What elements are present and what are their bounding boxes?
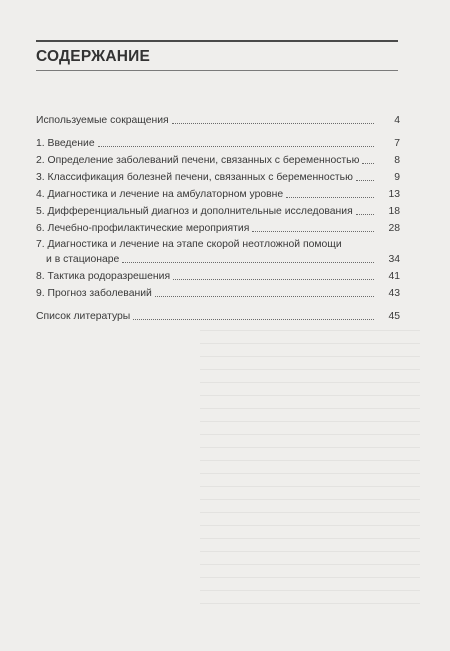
toc-entry-title: 3. Классификация болезней печени, связанных с беременностью [36, 172, 353, 183]
toc-entry-7 [36, 238, 400, 266]
dot-leader [252, 231, 374, 232]
dot-leader [362, 163, 374, 164]
toc-entry-8 [36, 266, 400, 283]
toc-entry-2 [36, 150, 400, 167]
toc-entry-page: 28 [388, 223, 400, 234]
toc-entry-title: 2. Определение заболеваний печени, связанных с беременностью [36, 155, 360, 166]
toc-entry-page: 45 [388, 311, 400, 322]
dot-leader [155, 296, 374, 297]
dot-leader [286, 197, 374, 198]
toc-entry-page: 4 [394, 115, 400, 126]
dot-leader [172, 123, 374, 124]
toc-entry-page: 8 [394, 155, 400, 166]
toc-entry-1 [36, 133, 400, 150]
toc-entry-title: 5. Дифференциальный диагноз и дополнительные исследования [36, 206, 353, 217]
dot-leader [133, 319, 374, 320]
toc-entry-6 [36, 218, 400, 235]
toc-entry-title: 1. Введение [36, 138, 95, 149]
contents-heading-block [36, 40, 398, 71]
toc-entry-title: 6. Лечебно-профилактические мероприятия [36, 223, 250, 234]
toc-entry-title-line2: и в стационаре [46, 254, 120, 265]
toc-entry-page: 41 [388, 271, 400, 282]
table-of-contents [36, 110, 400, 323]
toc-entry-title: 8. Тактика родоразрешения [36, 271, 171, 282]
toc-entry-title: 9. Прогноз заболеваний [36, 288, 152, 299]
dot-leader [356, 214, 374, 215]
toc-entry-9 [36, 283, 400, 300]
dot-leader [122, 262, 374, 263]
bleed-through-texture [200, 330, 420, 610]
toc-entry-title: Используемые сокращения [36, 115, 169, 126]
toc-entry-page: 18 [388, 206, 400, 217]
toc-entry-title-line1: 7. Диагностика и лечение на этапе скорой неотложной помощи [36, 239, 342, 250]
toc-entry-page: 9 [394, 172, 400, 183]
toc-entry-title: 4. Диагностика и лечение на амбулаторном уровне [36, 189, 284, 200]
dot-leader [173, 279, 374, 280]
toc-entry-title: Список литературы [36, 311, 131, 322]
toc-entry-4 [36, 184, 400, 201]
toc-entry-page: 7 [394, 138, 400, 149]
toc-entry-page: 13 [388, 189, 400, 200]
toc-entry-references [36, 306, 400, 323]
page-title: СОДЕРЖАНИЕ [36, 48, 151, 65]
dot-leader [356, 180, 374, 181]
toc-entry-line2 [36, 251, 400, 266]
dot-leader [98, 146, 374, 147]
toc-entry-3 [36, 167, 400, 184]
toc-entry-abbreviations [36, 110, 400, 127]
toc-entry-page: 43 [388, 288, 400, 299]
toc-entry-5 [36, 201, 400, 218]
toc-entry-page: 34 [388, 254, 400, 265]
